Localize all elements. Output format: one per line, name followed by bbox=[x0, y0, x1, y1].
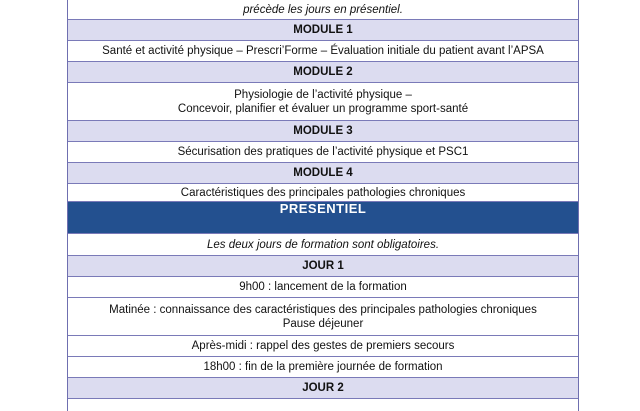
day-2-content bbox=[68, 399, 578, 411]
day-2-header: JOUR 2 bbox=[68, 378, 578, 399]
day-1-header: JOUR 1 bbox=[68, 256, 578, 277]
module-1-header: MODULE 1 bbox=[68, 20, 578, 41]
presentiel-banner: PRESENTIEL bbox=[68, 202, 578, 234]
module-1-content: Santé et activité physique – Prescri’Forme – Évaluation initiale du patient avant l’APSA bbox=[68, 41, 578, 62]
intro-text: précède les jours en présentiel. bbox=[243, 3, 403, 16]
module-4-header: MODULE 4 bbox=[68, 163, 578, 184]
presentiel-note: Les deux jours de formation sont obligatoires. bbox=[68, 234, 578, 256]
module-2-content: Physiologie de l’activité physique – Concevoir, planifier et évaluer un programme sport-santé bbox=[68, 83, 578, 121]
day-1-item: 18h00 : fin de la première journée de formation bbox=[68, 357, 578, 378]
day-1-item: Après-midi : rappel des gestes de premiers secours bbox=[68, 336, 578, 357]
module-2-header: MODULE 2 bbox=[68, 62, 578, 83]
program-table bbox=[67, 0, 579, 411]
day-1-item: 9h00 : lancement de la formation bbox=[68, 277, 578, 298]
module-3-content: Sécurisation des pratiques de l’activité physique et PSC1 bbox=[68, 142, 578, 163]
module-4-content: Caractéristiques des principales pathologies chroniques bbox=[68, 184, 578, 202]
module-3-header: MODULE 3 bbox=[68, 121, 578, 142]
day-1-item: Matinée : connaissance des caractéristiques des principales pathologies chroniques Pause déjeuner bbox=[68, 298, 578, 336]
intro-row bbox=[68, 0, 578, 20]
